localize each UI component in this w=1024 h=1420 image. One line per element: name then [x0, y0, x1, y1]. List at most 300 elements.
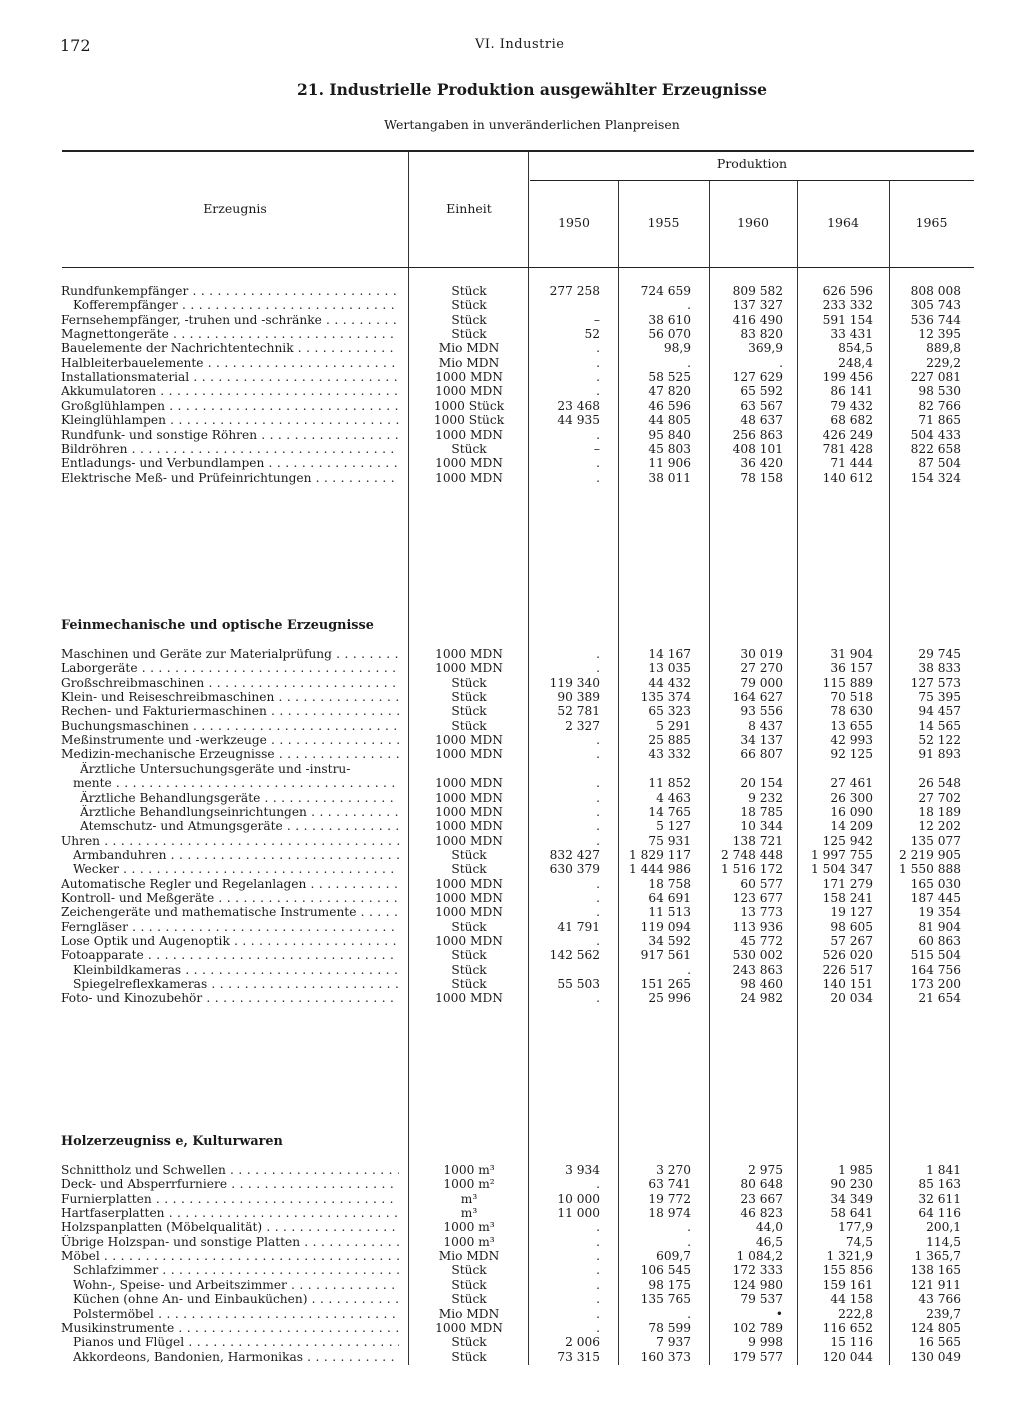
cell-1964: 71 444	[830, 456, 873, 471]
cell-1960: 79 000	[740, 675, 783, 690]
row-unit: 1000 MDN	[435, 819, 503, 834]
table-row	[0, 341, 1024, 355]
row-unit: 1000 MDN	[435, 384, 503, 399]
cell-1960: 79 537	[740, 1292, 783, 1307]
cell-1964: 57 267	[830, 934, 873, 948]
cell-1955: 18 974	[648, 1206, 691, 1221]
cell-1960: 36 420	[740, 456, 783, 471]
cell-1960: 34 137	[740, 733, 783, 748]
row-label: Automatische Regler und Regelanlagen . . .	[61, 877, 399, 891]
cell-1964: 159 161	[822, 1277, 873, 1292]
row-unit: 1000 m³	[443, 1234, 495, 1249]
row-label: Akkordeons, Bandonien, Harmonikas . . .	[73, 1350, 399, 1364]
table-row	[0, 428, 1024, 442]
cell-1950: .	[596, 876, 600, 891]
cell-1964: 226 517	[822, 962, 873, 977]
row-unit: 1000 MDN	[435, 747, 503, 762]
row-label: Ärztliche Behandlungseinrichtungen . . .	[80, 805, 399, 819]
row-unit: 1000 MDN	[435, 804, 503, 819]
cell-1950: 119 340	[549, 675, 600, 690]
cell-1950: .	[596, 934, 600, 948]
table-row	[0, 834, 1024, 848]
cell-1955: 135 765	[640, 1292, 691, 1307]
table-row	[0, 805, 1024, 819]
cell-1960: 164 627	[732, 690, 783, 705]
cell-1950: .	[596, 790, 600, 805]
cell-1965: 536 744	[910, 312, 961, 327]
cell-1965: 229,2	[926, 355, 961, 370]
cell-1964: 1 985	[838, 1163, 873, 1177]
cell-1964: 1 504 347	[810, 862, 873, 877]
row-label: Holzspanplatten (Möbelqualität) . . .	[61, 1220, 399, 1234]
row-label: Kontroll- und Meßgeräte . . .	[61, 891, 399, 905]
cell-1955: 34 592	[648, 934, 691, 948]
table-row	[0, 370, 1024, 384]
cell-1965: 808 008	[910, 284, 961, 298]
cell-1950: .	[596, 355, 600, 370]
cell-1955: 4 463	[656, 790, 691, 805]
table-row	[0, 862, 1024, 876]
cell-1965: 75 395	[918, 690, 961, 705]
cell-1960: 809 582	[732, 284, 783, 298]
cell-1955: 98 175	[648, 1277, 691, 1292]
cell-1960: 45 772	[740, 934, 783, 948]
row-unit: Stück	[451, 862, 487, 877]
row-label: Kleinbildkameras . . .	[73, 963, 399, 977]
table-row	[0, 1163, 1024, 1177]
cell-1964: 34 349	[830, 1191, 873, 1206]
table-row	[0, 1307, 1024, 1321]
row-label: Foto- und Kinozubehör . . .	[61, 991, 399, 1005]
table-row	[0, 1335, 1024, 1349]
cell-1964: 19 127	[830, 905, 873, 920]
header-year-1965: 1965	[915, 215, 948, 230]
table-row	[0, 791, 1024, 805]
cell-1950: .	[596, 776, 600, 791]
cell-1960: 9 998	[748, 1335, 783, 1350]
row-unit: 1000 MDN	[435, 647, 503, 661]
cell-1950: .	[596, 804, 600, 819]
row-unit: 1000 MDN	[435, 470, 503, 485]
cell-1955: .	[687, 1234, 691, 1249]
cell-1965: 1 550 888	[898, 862, 961, 877]
row-label: Musikinstrumente . . .	[61, 1321, 399, 1335]
cell-1964: 781 428	[822, 441, 873, 456]
cell-1965: 12 395	[918, 327, 961, 342]
row-unit: Stück	[451, 441, 487, 456]
cell-1964: 92 125	[830, 747, 873, 762]
cell-1955: 724 659	[640, 284, 691, 298]
table-row	[0, 920, 1024, 934]
table-row	[0, 399, 1024, 413]
cell-1965: 52 122	[918, 733, 961, 748]
cell-1965: 14 565	[918, 718, 961, 733]
row-unit: 1000 m²	[443, 1177, 495, 1192]
row-label: Ärztliche Behandlungsgeräte . . .	[80, 791, 399, 805]
cell-1960: 416 490	[732, 312, 783, 327]
cell-1965: 173 200	[910, 977, 961, 992]
cell-1964: 90 230	[830, 1177, 873, 1192]
cell-1964: 31 904	[830, 647, 873, 661]
cell-1950: .	[596, 1320, 600, 1335]
row-unit: 1000 MDN	[435, 934, 503, 948]
cell-1960: 93 556	[740, 704, 783, 719]
cell-1964: 44 158	[830, 1292, 873, 1307]
table-row	[0, 313, 1024, 327]
cell-1950: .	[596, 1263, 600, 1278]
cell-1960: 98 460	[740, 977, 783, 992]
cell-1960: 80 648	[740, 1177, 783, 1192]
row-unit: Mio MDN	[438, 341, 500, 356]
cell-1964: 426 249	[822, 427, 873, 442]
cell-1950: .	[596, 470, 600, 485]
cell-1965: 130 049	[910, 1349, 961, 1364]
cell-1950: .	[596, 370, 600, 385]
row-label: Meßinstrumente und -werkzeuge . . .	[61, 733, 399, 747]
table-row	[0, 384, 1024, 398]
row-label: Buchungsmaschinen . . .	[61, 719, 399, 733]
cell-1964: 120 044	[822, 1349, 873, 1364]
row-label: Schnittholz und Schwellen . . .	[61, 1163, 399, 1177]
cell-1960: 179 577	[732, 1349, 783, 1364]
cell-1955: 7 937	[656, 1335, 691, 1350]
header-year-1960: 1960	[737, 215, 769, 230]
table-row	[0, 1235, 1024, 1249]
cell-1950: 832 427	[549, 847, 600, 862]
row-label: Atemschutz- und Atmungsgeräte . . .	[80, 819, 399, 833]
row-label: Ferngläser . . .	[61, 920, 399, 934]
cell-1964: 1 997 755	[810, 847, 873, 862]
cell-1955: 609,7	[656, 1249, 691, 1264]
row-unit: 1000 MDN	[435, 370, 503, 385]
cell-1950: .	[596, 456, 600, 471]
row-unit: 1000 m³	[443, 1163, 495, 1177]
cell-1960: 44,0	[755, 1220, 783, 1235]
cell-1960: 137 327	[732, 298, 783, 313]
row-unit: 1000 MDN	[435, 661, 503, 676]
cell-1950: .	[596, 833, 600, 848]
cell-1950: 41 791	[557, 919, 600, 934]
row-label: Polstermöbel . . .	[73, 1307, 399, 1321]
cell-1960: 2 748 448	[720, 847, 783, 862]
table-row	[0, 719, 1024, 733]
cell-1950: 11 000	[557, 1206, 600, 1221]
row-label: Ärztliche Untersuchungsgeräte und -instru-	[80, 761, 351, 776]
row-label: Küchen (ohne An- und Einbauküchen) . . .	[73, 1292, 399, 1306]
row-unit: Stück	[451, 1277, 487, 1292]
cell-1955: .	[687, 1220, 691, 1235]
cell-1950: .	[596, 1234, 600, 1249]
row-unit: Stück	[451, 298, 487, 313]
row-unit: 1000 MDN	[435, 790, 503, 805]
cell-1960: 256 863	[732, 427, 783, 442]
cell-1950: .	[596, 384, 600, 399]
cell-1964: 626 596	[822, 284, 873, 298]
cell-1950: 277 258	[549, 284, 600, 298]
cell-1965: 227 081	[910, 370, 961, 385]
cell-1950: .	[596, 890, 600, 905]
cell-1960: 46,5	[755, 1234, 783, 1249]
table-row	[0, 819, 1024, 833]
cell-1960: 30 019	[740, 647, 783, 661]
cell-1965: 154 324	[910, 470, 961, 485]
cell-1964: 591 154	[822, 312, 873, 327]
header-year-1950: 1950	[558, 215, 590, 230]
table-row	[0, 1350, 1024, 1364]
row-label: Deck- und Absperrfurniere . . .	[61, 1177, 399, 1191]
table-row	[0, 848, 1024, 862]
row-unit: m³	[460, 1191, 478, 1206]
cell-1964: 233 332	[822, 298, 873, 313]
table-title: 21. Industrielle Produktion ausgewählter Erzeugnisse	[297, 80, 767, 99]
row-label: Akkumulatoren . . .	[61, 384, 399, 398]
cell-1955: 75 931	[648, 833, 691, 848]
cell-1960: 48 637	[740, 413, 783, 428]
row-label: Großschreibmaschinen . . .	[61, 676, 399, 690]
row-unit: 1000 MDN	[435, 733, 503, 748]
table-row	[0, 934, 1024, 948]
row-unit: 1000 Stück	[433, 413, 505, 428]
row-unit: 1000 MDN	[435, 905, 503, 920]
cell-1960: 27 270	[740, 661, 783, 676]
cell-1950: 73 315	[557, 1349, 600, 1364]
cell-1965: 1 841	[926, 1163, 961, 1177]
cell-1955: 56 070	[648, 327, 691, 342]
cell-1950: 23 468	[557, 398, 600, 413]
cell-1950: .	[596, 661, 600, 676]
row-unit: Stück	[451, 690, 487, 705]
cell-1955: 5 127	[656, 819, 691, 834]
cell-1950: 2 327	[565, 718, 600, 733]
table-row	[0, 1177, 1024, 1191]
table-row	[0, 747, 1024, 761]
cell-1964: 15 116	[830, 1335, 873, 1350]
cell-1965: 82 766	[918, 398, 961, 413]
row-unit: m³	[460, 1206, 478, 1221]
cell-1955: .	[687, 298, 691, 313]
cell-1950: .	[596, 991, 600, 1006]
cell-1950: 44 935	[557, 413, 600, 428]
cell-1950: .	[596, 819, 600, 834]
row-unit: Stück	[451, 284, 487, 298]
cell-1964: 177,9	[838, 1220, 873, 1235]
row-label: Pianos und Flügel . . .	[73, 1335, 399, 1349]
cell-1955: 5 291	[656, 718, 691, 733]
cell-1950: .	[596, 427, 600, 442]
header-year-1955: 1955	[647, 215, 680, 230]
cell-1960: 13 773	[740, 905, 783, 920]
cell-1960: 78 158	[740, 470, 783, 485]
cell-1960: 8 437	[748, 718, 783, 733]
row-unit: Stück	[451, 948, 487, 963]
cell-1955: 151 265	[640, 977, 691, 992]
page-number: 172	[60, 36, 91, 55]
header-top-rule	[62, 150, 974, 152]
cell-1965: 305 743	[910, 298, 961, 313]
table-row	[0, 733, 1024, 747]
row-unit: Mio MDN	[438, 355, 500, 370]
row-unit: Stück	[451, 1349, 487, 1364]
table-row	[0, 413, 1024, 427]
header-year-1964: 1964	[827, 215, 859, 230]
cell-1950: 142 562	[549, 948, 600, 963]
cell-1964: 58 641	[830, 1206, 873, 1221]
row-unit: Stück	[451, 1263, 487, 1278]
cell-1964: 248,4	[838, 355, 873, 370]
cell-1955: 78 599	[648, 1320, 691, 1335]
cell-1965: 21 654	[918, 991, 961, 1006]
row-unit: Stück	[451, 704, 487, 719]
row-unit: 1000 MDN	[435, 427, 503, 442]
header-product: Erzeugnis	[203, 201, 267, 216]
cell-1960: .	[779, 355, 783, 370]
cell-1950: .	[596, 1220, 600, 1235]
cell-1955: 3 270	[656, 1163, 691, 1177]
table-row	[0, 1192, 1024, 1206]
table-row	[0, 456, 1024, 470]
table-row	[0, 661, 1024, 675]
cell-1955: 1 829 117	[628, 847, 691, 862]
cell-1965: 16 565	[918, 1335, 961, 1350]
cell-1955: 18 758	[648, 876, 691, 891]
row-label: Maschinen und Geräte zur Materialprüfung . . .	[61, 647, 399, 661]
cell-1960: 1 516 172	[720, 862, 783, 877]
row-unit: Stück	[451, 847, 487, 862]
table-row	[0, 776, 1024, 790]
cell-1965: 239,7	[926, 1306, 961, 1321]
cell-1950: .	[596, 747, 600, 762]
cell-1964: 14 209	[830, 819, 873, 834]
cell-1964: 70 518	[830, 690, 873, 705]
row-label: Hartfaserplatten . . .	[61, 1206, 399, 1220]
row-label: Fernsehempfänger, -truhen und -schränke . . .	[61, 313, 399, 327]
row-label: Uhren . . .	[61, 834, 399, 848]
cell-1964: 222,8	[838, 1306, 873, 1321]
cell-1950: 90 389	[557, 690, 600, 705]
cell-1955: 25 885	[648, 733, 691, 748]
cell-1955: 1 444 986	[628, 862, 691, 877]
cell-1964: 158 241	[822, 890, 873, 905]
cell-1965: 81 904	[918, 919, 961, 934]
cell-1960: 63 567	[740, 398, 783, 413]
cell-1960: 10 344	[740, 819, 783, 834]
table-row	[0, 647, 1024, 661]
row-unit: Stück	[451, 1292, 487, 1307]
cell-1965: 515 504	[910, 948, 961, 963]
cell-1960: 1 084,2	[736, 1249, 783, 1264]
row-label: Rundfunk- und sonstige Röhren . . .	[61, 428, 399, 442]
chapter-title: VI. Industrie	[475, 37, 565, 52]
cell-1955: 45 803	[648, 441, 691, 456]
cell-1964: 78 630	[830, 704, 873, 719]
cell-1965: 29 745	[918, 647, 961, 661]
cell-1960: 102 789	[732, 1320, 783, 1335]
table-row	[0, 991, 1024, 1005]
cell-1964: 1 321,9	[826, 1249, 873, 1264]
table-row	[0, 1263, 1024, 1277]
row-unit: 1000 Stück	[433, 398, 505, 413]
cell-1965: 121 911	[910, 1277, 961, 1292]
cell-1960: 369,9	[748, 341, 783, 356]
cell-1964: 26 300	[830, 790, 873, 805]
cell-1950: .	[596, 1292, 600, 1307]
cell-1964: 171 279	[822, 876, 873, 891]
cell-1964: 199 456	[822, 370, 873, 385]
table-row	[0, 471, 1024, 485]
cell-1965: 32 611	[918, 1191, 961, 1206]
table-subtitle: Wertangaben in unveränderlichen Planpreisen	[384, 117, 680, 132]
cell-1955: 46 596	[648, 398, 691, 413]
cell-1965: 12 202	[918, 819, 961, 834]
row-unit: 1000 MDN	[435, 991, 503, 1006]
cell-1955: 11 852	[648, 776, 691, 791]
cell-1955: 14 765	[648, 804, 691, 819]
row-label: Bauelemente der Nachrichtentechnik . . .	[61, 341, 399, 355]
cell-1964: 140 151	[822, 977, 873, 992]
row-unit: Stück	[451, 312, 487, 327]
cell-1964: 86 141	[830, 384, 873, 399]
cell-1955: 25 996	[648, 991, 691, 1006]
cell-1955: .	[687, 1306, 691, 1321]
cell-1950: –	[593, 441, 600, 456]
row-unit: 1000 MDN	[435, 833, 503, 848]
cell-1964: 116 652	[822, 1320, 873, 1335]
cell-1964: 98 605	[830, 919, 873, 934]
row-label: Wecker . . .	[73, 862, 399, 876]
cell-1965: 64 116	[918, 1206, 961, 1221]
cell-1965: 91 893	[918, 747, 961, 762]
table-row	[0, 298, 1024, 312]
row-label: Möbel . . .	[61, 1249, 399, 1263]
cell-1965: 127 573	[910, 675, 961, 690]
row-label: Elektrische Meß- und Prüfeinrichtungen . . .	[61, 471, 399, 485]
cell-1964: 68 682	[830, 413, 873, 428]
row-label: Klein- und Reiseschreibmaschinen . . .	[61, 690, 399, 704]
cell-1965: 200,1	[926, 1220, 961, 1235]
cell-1965: 135 077	[910, 833, 961, 848]
row-unit: 1000 MDN	[435, 876, 503, 891]
table-row	[0, 690, 1024, 704]
row-label: Kofferempfänger . . .	[73, 298, 399, 312]
cell-1955: 43 332	[648, 747, 691, 762]
section-title: Feinmechanische und optische Erzeugnisse	[61, 618, 374, 633]
cell-1950: 55 503	[557, 977, 600, 992]
cell-1950: 630 379	[549, 862, 600, 877]
cell-1965: 71 865	[918, 413, 961, 428]
cell-1960: 408 101	[732, 441, 783, 456]
cell-1955: 135 374	[640, 690, 691, 705]
cell-1960: 113 936	[732, 919, 783, 934]
cell-1964: 854,5	[838, 341, 873, 356]
cell-1960: 124 980	[732, 1277, 783, 1292]
cell-1964: 20 034	[830, 991, 873, 1006]
table-row	[0, 327, 1024, 341]
cell-1955: 64 691	[648, 890, 691, 905]
row-unit: 1000 MDN	[435, 1320, 503, 1335]
row-label: Wohn-, Speise- und Arbeitszimmer . . .	[73, 1278, 399, 1292]
cell-1964: 526 020	[822, 948, 873, 963]
cell-1965: 889,8	[926, 341, 961, 356]
cell-1965: 18 189	[918, 804, 961, 819]
cell-1955: 38 011	[648, 470, 691, 485]
cell-1960: 172 333	[732, 1263, 783, 1278]
row-label: Rechen- und Fakturiermaschinen . . .	[61, 704, 399, 718]
cell-1950: 2 006	[565, 1335, 600, 1350]
row-unit: 1000 MDN	[435, 890, 503, 905]
table-row	[0, 676, 1024, 690]
cell-1950: .	[596, 341, 600, 356]
row-label: Rundfunkempfänger . . .	[61, 284, 399, 298]
